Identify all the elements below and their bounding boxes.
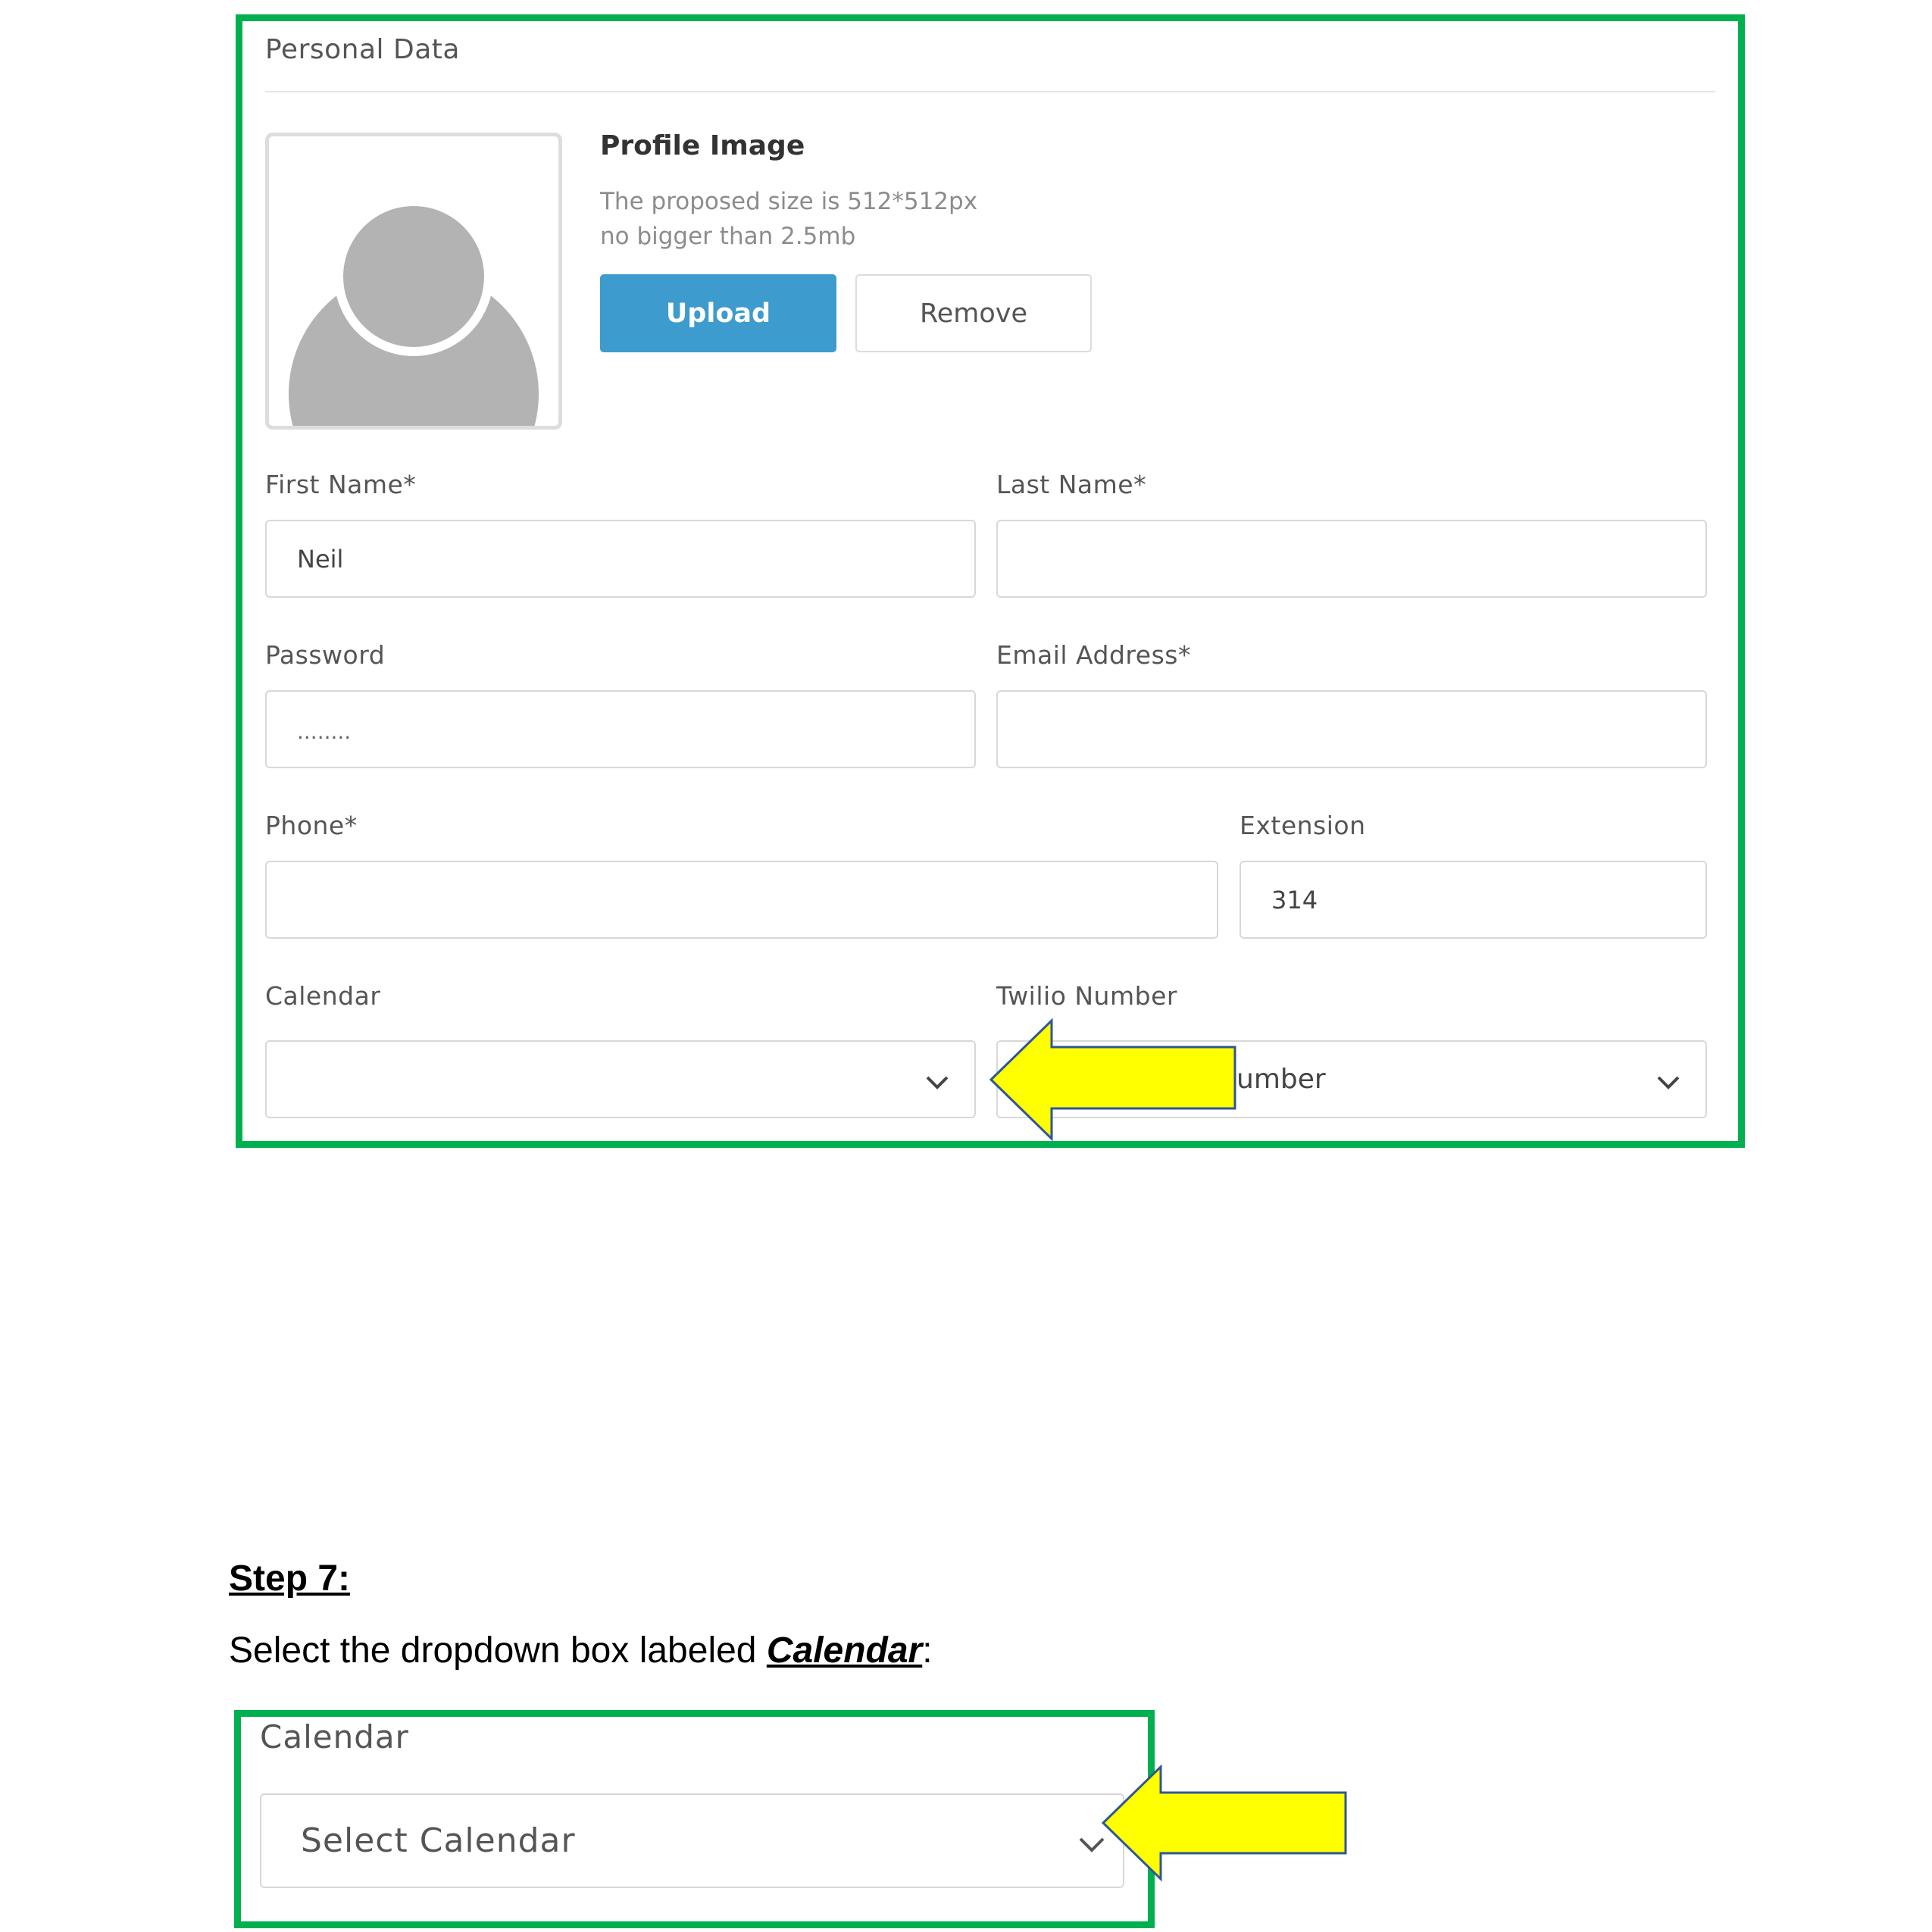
instruction-suffix: : [922,1630,933,1671]
pointer-arrow [1097,1762,1352,1884]
last-name-label: Last Name* [996,470,1147,499]
calendar-select[interactable] [265,1040,976,1118]
section-divider [265,91,1715,92]
extension-label: Extension [1240,811,1366,840]
step-title: Step 7: [229,1558,351,1599]
avatar[interactable] [265,133,562,430]
email-label: Email Address* [996,640,1191,670]
twilio-number-label: Twilio Number [996,981,1177,1011]
section-title: Personal Data [265,34,460,65]
email-input[interactable] [996,690,1707,768]
avatar-placeholder-icon [269,136,558,426]
pointer-arrow [985,1015,1243,1144]
extension-input[interactable]: 314 [1240,861,1707,939]
password-input[interactable]: ........ [265,690,976,768]
profile-size-hint: The proposed size is 512*512px [600,188,978,215]
upload-button[interactable]: Upload [600,274,836,352]
last-name-input[interactable] [996,520,1707,598]
first-name-label: First Name* [265,470,417,499]
twilio-number-select-value: umber [1236,1064,1326,1095]
calendar-label: Calendar [265,981,381,1011]
phone-label: Phone* [265,811,358,840]
password-label: Password [265,640,386,670]
remove-button[interactable]: Remove [855,274,1092,352]
profile-image-title: Profile Image [600,130,805,161]
chevron-down-icon [923,1068,952,1096]
calendar-detail-select[interactable] [260,1793,1124,1888]
calendar-detail-label: Calendar [260,1718,409,1755]
phone-input[interactable] [265,861,1218,939]
instruction-text: Select the dropdown box labeled [229,1630,767,1671]
first-name-input[interactable]: Neil [265,520,976,598]
step-instruction [229,1630,933,1671]
calendar-detail-select-value: Select Calendar [301,1821,576,1860]
instruction-emphasis: Calendar [766,1630,923,1671]
chevron-down-icon [1654,1068,1683,1096]
profile-weight-hint: no bigger than 2.5mb [600,223,856,250]
